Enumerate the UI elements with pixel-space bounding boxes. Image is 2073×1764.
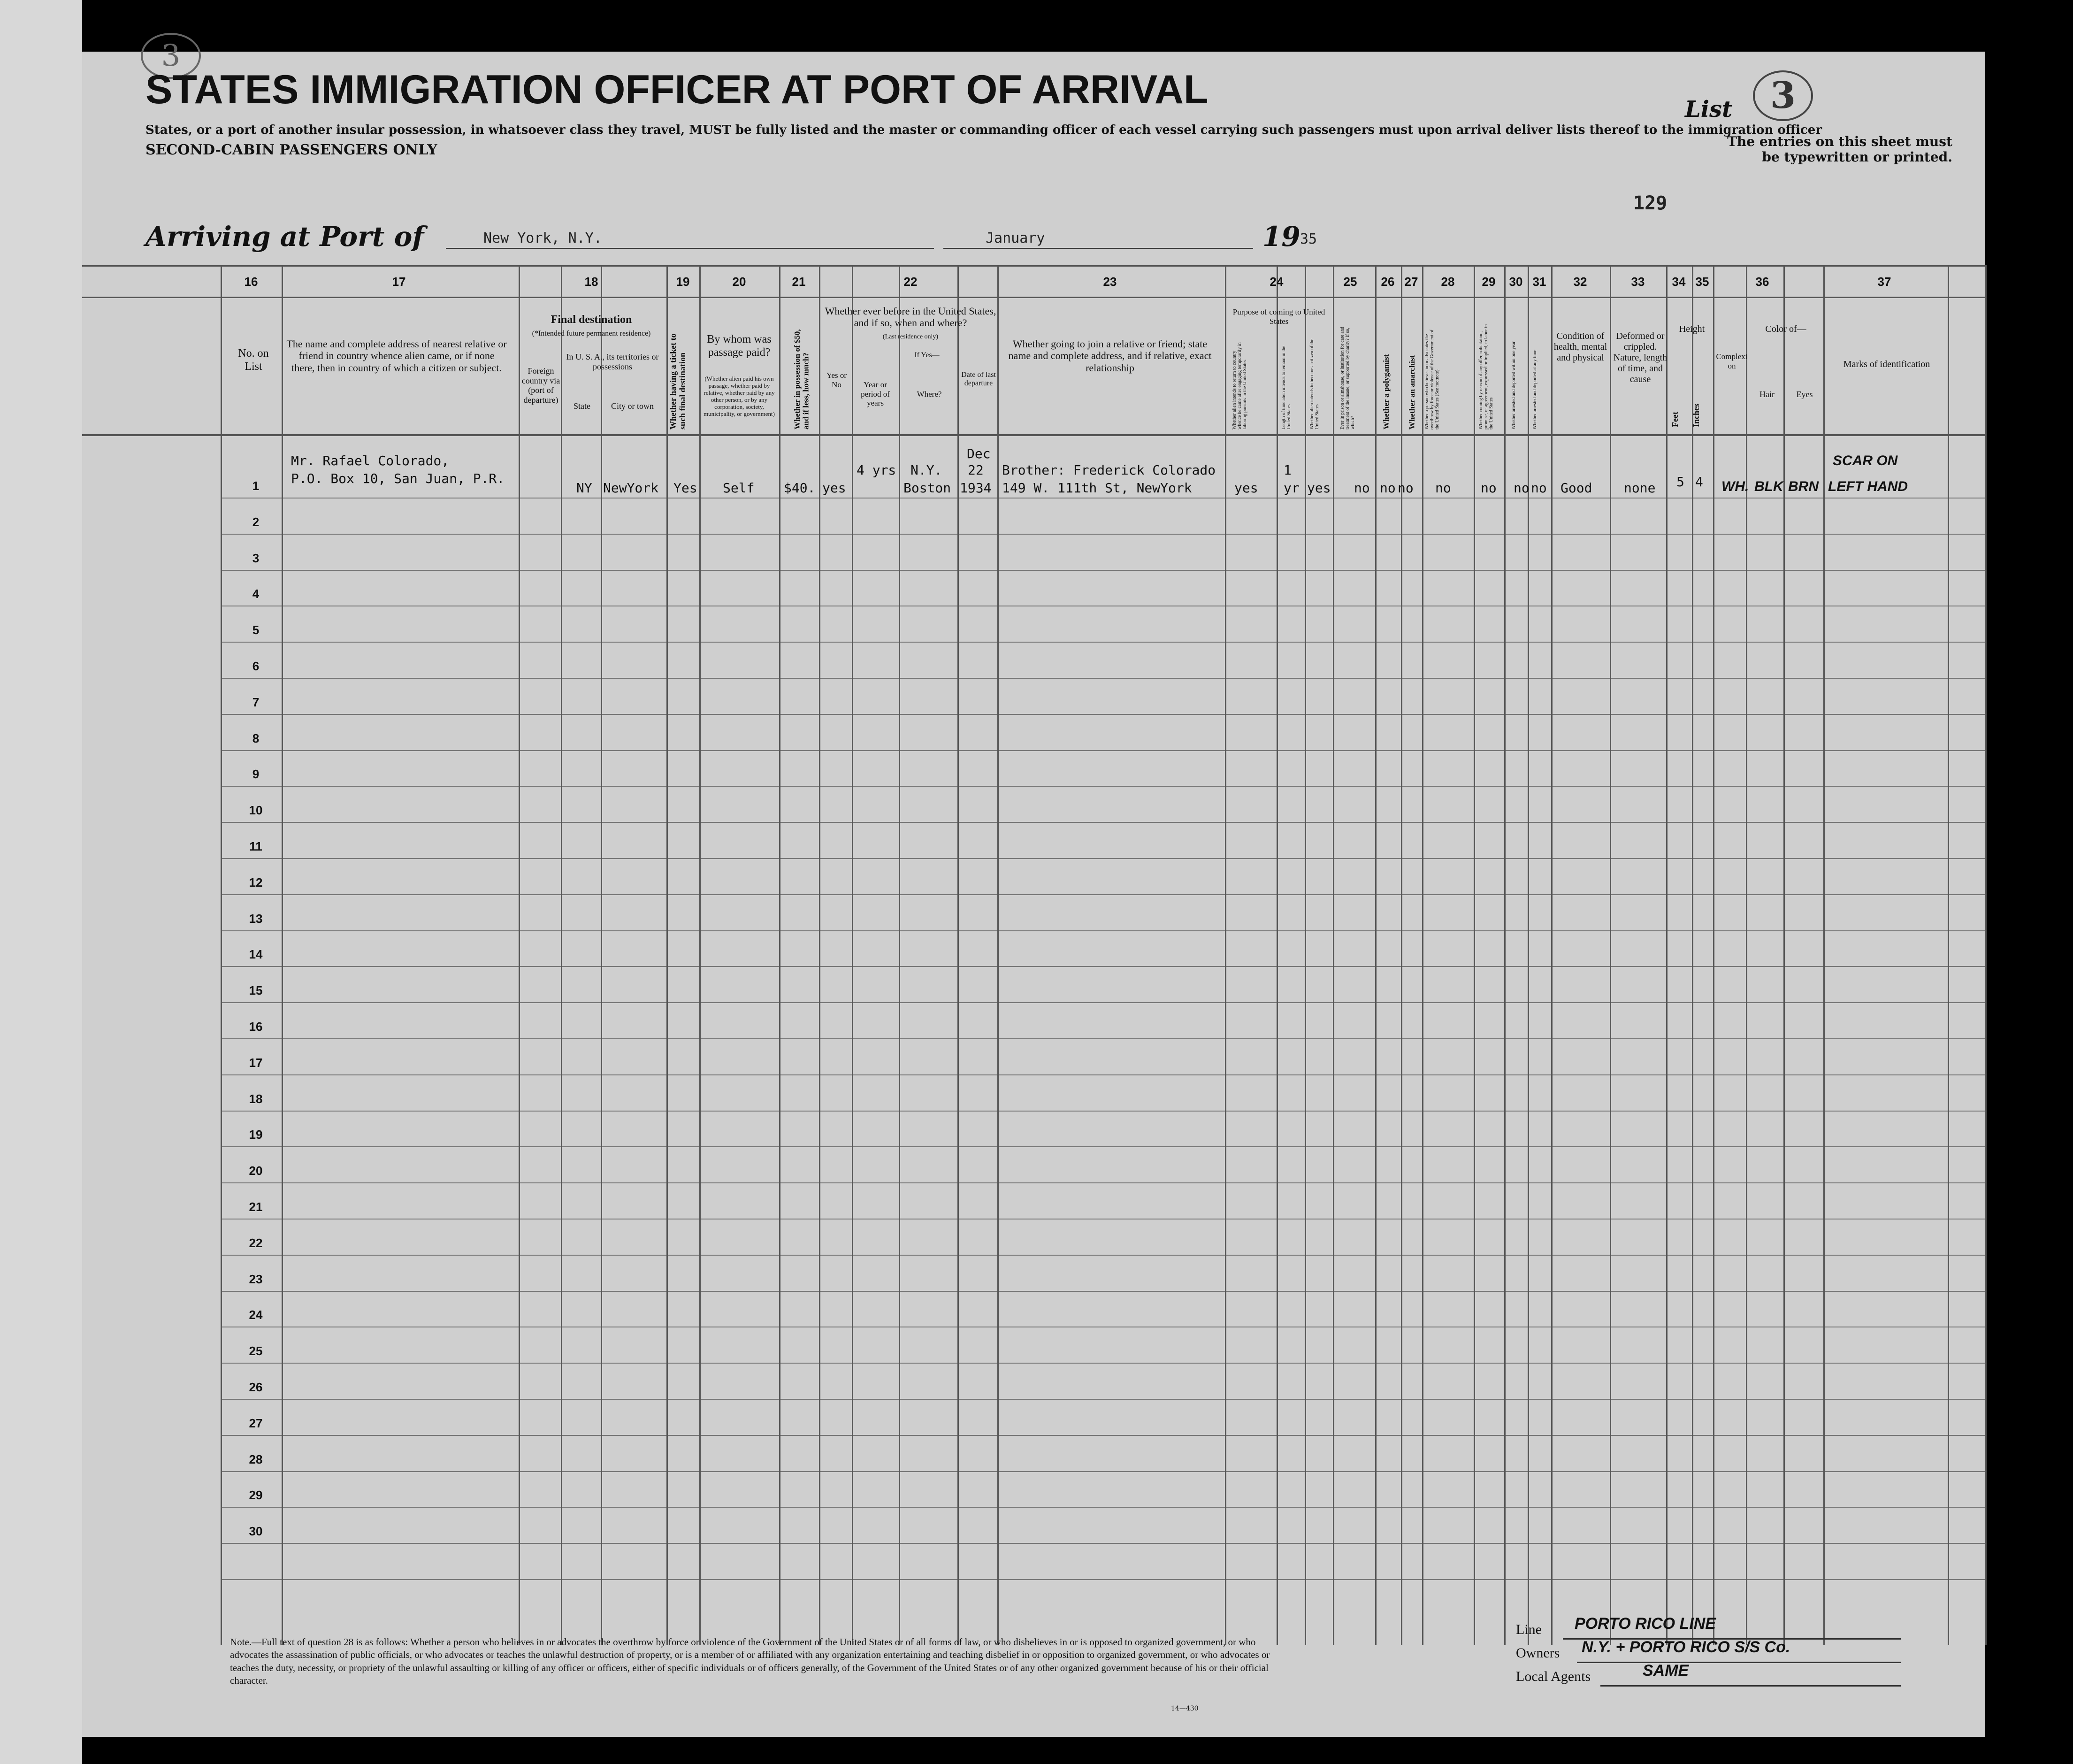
row-rule bbox=[221, 1291, 1985, 1292]
column-rule bbox=[1305, 265, 1306, 1645]
row-rule bbox=[221, 930, 1985, 931]
header-height: Height bbox=[1679, 324, 1705, 334]
owners-label: Owners bbox=[1516, 1645, 1560, 1661]
column-rule bbox=[1504, 265, 1506, 1645]
table-top-rule bbox=[82, 265, 1985, 267]
column-rule bbox=[1610, 265, 1611, 1645]
entry-purpose-b1: 1 bbox=[1284, 462, 1292, 478]
entry-ticket: Yes bbox=[673, 480, 697, 496]
row-number: 27 bbox=[249, 1416, 263, 1430]
entry-q31: no bbox=[1531, 480, 1547, 496]
header-purpose-a: Whether alien intends to return to country whence he came after engaging temporarily in laboring pursuits in the United States bbox=[1232, 342, 1247, 429]
stamp-number: 3 bbox=[141, 33, 201, 79]
row-number: 15 bbox=[249, 983, 263, 997]
port-value: New York, N.Y. bbox=[483, 230, 602, 246]
column-number: 18 bbox=[584, 275, 598, 289]
row-number: 1 bbox=[252, 479, 260, 493]
entry-q28: no bbox=[1435, 480, 1451, 496]
row-number: 28 bbox=[249, 1452, 263, 1466]
port-underline bbox=[446, 248, 934, 249]
entry-date1: Dec bbox=[967, 446, 991, 461]
header-marks: Marks of identification bbox=[1843, 359, 1930, 369]
row-number: 18 bbox=[249, 1092, 263, 1106]
row-rule bbox=[221, 894, 1985, 895]
entry-polygamist: no bbox=[1380, 480, 1396, 496]
header-money: Whether in possession of $50, and if less, how much? bbox=[793, 329, 811, 429]
row-number: 26 bbox=[249, 1380, 263, 1394]
entry-purpose-a: yes bbox=[1234, 480, 1258, 496]
arriving-label: Arriving at Port of bbox=[145, 221, 424, 253]
row-number: 8 bbox=[252, 731, 260, 745]
row-rule bbox=[221, 1435, 1985, 1436]
owners-underline bbox=[1577, 1662, 1901, 1663]
column-number: 33 bbox=[1631, 275, 1645, 289]
entry-state: NY bbox=[576, 480, 592, 496]
entry-joining1: Brother: Frederick Colorado bbox=[1002, 462, 1216, 478]
entry-date2: 22 bbox=[968, 462, 984, 478]
header-purpose-b: Length of time alien intends to remain in the United States bbox=[1281, 345, 1292, 429]
row-rule bbox=[221, 1074, 1985, 1075]
entry-where1: N.Y. bbox=[910, 462, 942, 478]
column-rule bbox=[1225, 265, 1226, 1645]
row-rule bbox=[221, 966, 1985, 967]
entry-q29: no bbox=[1481, 480, 1497, 496]
entry-purpose-b2: yr bbox=[1284, 480, 1300, 496]
column-number: 35 bbox=[1695, 275, 1709, 289]
row-rule bbox=[221, 1002, 1985, 1003]
row-number: 30 bbox=[249, 1524, 263, 1538]
row-rule bbox=[221, 1038, 1985, 1039]
row-rule bbox=[221, 1543, 1985, 1544]
owners-value: N.Y. + PORTO RICO S/S Co. bbox=[1582, 1638, 1790, 1656]
column-rule bbox=[1666, 265, 1668, 1645]
column-rule bbox=[1277, 265, 1278, 1645]
row-rule bbox=[221, 498, 1985, 499]
row-number: 4 bbox=[252, 587, 260, 601]
row-number: 13 bbox=[249, 912, 263, 926]
column-number: 20 bbox=[732, 275, 746, 289]
column-number: 23 bbox=[1103, 275, 1117, 289]
column-number: 17 bbox=[392, 275, 406, 289]
column-rule bbox=[1985, 265, 1987, 1645]
column-rule bbox=[666, 265, 668, 1645]
sheet-number: 129 bbox=[1633, 192, 1668, 214]
column-rule bbox=[852, 265, 853, 1645]
header-passage-paid-note: (Whether alien paid his own passage, whether paid by relative, whether paid by any other person, or by any corporation, society, municipality, or government) bbox=[704, 375, 775, 417]
row-rule bbox=[221, 534, 1985, 535]
colnum-rule bbox=[82, 297, 1985, 298]
month-underline bbox=[943, 248, 1253, 249]
row-number: 10 bbox=[249, 803, 263, 817]
header-polygamist: Whether a polygamist bbox=[1382, 354, 1391, 429]
entry-date3: 1934 bbox=[960, 480, 992, 496]
row-rule bbox=[221, 714, 1985, 715]
column-rule bbox=[601, 265, 602, 1645]
row-rule bbox=[221, 1363, 1985, 1364]
row-number: 12 bbox=[249, 875, 263, 890]
header-q29: Whether coming by reason of any offer, solicitation, promise, or agreement, expressed or implied, to labor in the United States bbox=[1478, 324, 1494, 429]
column-rule bbox=[899, 265, 900, 1645]
entry-deformed: none bbox=[1624, 480, 1656, 496]
entry-before-us: yes bbox=[822, 480, 846, 496]
header-class: SECOND-CABIN PASSENGERS ONLY bbox=[145, 142, 437, 158]
column-rule bbox=[1375, 265, 1377, 1645]
column-number: 29 bbox=[1482, 275, 1496, 289]
row-number: 5 bbox=[252, 623, 260, 637]
header-q31: Whether arrested and deported at any time bbox=[1532, 350, 1538, 429]
header-no-on-list: No. on List bbox=[238, 347, 269, 373]
year-prefix: 19 bbox=[1262, 221, 1300, 253]
column-rule bbox=[1333, 265, 1334, 1645]
column-number: 24 bbox=[1270, 275, 1284, 289]
row-number: 14 bbox=[249, 947, 263, 961]
header-anarchist: Whether an anarchist bbox=[1407, 355, 1416, 429]
row-rule bbox=[221, 750, 1985, 751]
row-number: 23 bbox=[249, 1272, 263, 1286]
header-before-us: Whether ever before in the United States, and if so, when and where? bbox=[825, 305, 996, 329]
column-number: 32 bbox=[1573, 275, 1587, 289]
row-number: 17 bbox=[249, 1056, 263, 1070]
header-eyes: Eyes bbox=[1796, 390, 1813, 399]
row-number: 19 bbox=[249, 1127, 263, 1142]
column-number: 34 bbox=[1672, 275, 1686, 289]
header-deformed: Deformed or crippled. Nature, length of time, and cause bbox=[1613, 331, 1668, 384]
entry-complexion: WH. bbox=[1721, 479, 1749, 494]
column-rule bbox=[1692, 265, 1693, 1645]
month-value: January bbox=[986, 230, 1045, 246]
header-yes-no: Yes or No bbox=[826, 371, 847, 389]
entry-q30: no bbox=[1514, 480, 1530, 496]
column-number: 21 bbox=[792, 275, 806, 289]
row-rule bbox=[221, 858, 1985, 859]
header-final-destination: Final destination bbox=[551, 314, 632, 326]
column-number: 19 bbox=[676, 275, 690, 289]
question-28-note: Note.—Full text of question 28 is as follows: Whether a person who believes in or advocates the overthrow by force or violence of the Government of the United States or of all forms of law, or who disbelieves in or is opposed to organized government, or who advocates the assassination of public officials, or who advocates or teaches the unlawful destruction of property, or is a member of or affiliated with any organization entertaining and teaching disbelief in or opposition to organized government, or who advocates or teaches the duty, necessity, or propriety of the unlawful assaulting or killing of any officer or officers, either of specific individuals or of officers generally, of the Government of the United States or of any other organized government because of his or their official character. bbox=[230, 1636, 1270, 1686]
header-where: Where? bbox=[917, 390, 942, 399]
header-hair: Hair bbox=[1759, 390, 1775, 399]
row-number: 11 bbox=[249, 839, 262, 853]
column-rule bbox=[1551, 265, 1553, 1645]
entry-marks1: SCAR ON bbox=[1833, 453, 1898, 468]
column-rule bbox=[779, 265, 780, 1645]
row-rule bbox=[221, 570, 1985, 571]
column-rule bbox=[957, 265, 959, 1645]
row-number: 16 bbox=[249, 1020, 263, 1034]
row-rule bbox=[221, 1111, 1985, 1112]
column-number: 26 bbox=[1381, 275, 1395, 289]
row-rule bbox=[221, 1579, 1985, 1580]
column-rule bbox=[1783, 265, 1785, 1645]
header-city: City or town bbox=[611, 401, 654, 411]
binder-margin bbox=[0, 0, 82, 1764]
line-value: PORTO RICO LINE bbox=[1575, 1615, 1716, 1633]
header-instructions: States, or a port of another insular possession, in whatsoever class they travel, MUST be fully listed and the master or commanding officer of each vessel carrying such passengers must upon arrival deliver lists thereof to the immigration officer bbox=[145, 123, 1822, 137]
entry-inches: 4 bbox=[1695, 474, 1703, 490]
entry-period: 4 yrs bbox=[857, 462, 896, 478]
column-rule bbox=[1823, 265, 1825, 1645]
column-rule bbox=[1528, 265, 1529, 1645]
header-passage-paid: By whom was passage paid? bbox=[707, 333, 772, 359]
row-number: 21 bbox=[249, 1200, 263, 1214]
page-title: STATES IMMIGRATION OFFICER AT PORT OF ARRIVAL bbox=[145, 67, 1209, 112]
header-before-us-note: (Last residence only) bbox=[882, 333, 939, 340]
entry-health: Good bbox=[1560, 480, 1592, 496]
row-number: 29 bbox=[249, 1488, 263, 1502]
agents-label: Local Agents bbox=[1516, 1669, 1591, 1684]
row-rule bbox=[221, 1182, 1985, 1183]
entry-city: NewYork bbox=[603, 480, 659, 496]
row-rule bbox=[221, 642, 1985, 643]
header-purpose-c: Whether alien intends to become a citizen of the United States bbox=[1309, 338, 1320, 429]
entry-money: $40. bbox=[784, 480, 816, 496]
column-rule bbox=[1948, 265, 1949, 1645]
agents-value: SAME bbox=[1643, 1662, 1689, 1680]
entry-relative-line1: Mr. Rafael Colorado, bbox=[291, 453, 450, 468]
header-bottom-rule bbox=[82, 434, 1985, 436]
header-prison: Ever in prison or almshouse, or institution for care and treatment of the insane, or supported by charity? If so, which? bbox=[1340, 327, 1355, 429]
row-rule bbox=[221, 1507, 1985, 1508]
column-rule bbox=[1474, 265, 1475, 1645]
entry-purpose-c: yes bbox=[1307, 480, 1331, 496]
row-number: 25 bbox=[249, 1344, 263, 1358]
header-complexion: Complexion bbox=[1716, 352, 1748, 370]
entry-hair: BLK bbox=[1754, 479, 1783, 494]
row-number: 9 bbox=[252, 767, 260, 781]
year-suffix: 35 bbox=[1300, 231, 1317, 247]
header-foreign-country: Foreign country via (port of departure) bbox=[521, 366, 560, 405]
column-number: 25 bbox=[1343, 275, 1357, 289]
header-final-destination-note: (*Intended future permanent residence) bbox=[532, 330, 651, 337]
column-rule bbox=[282, 265, 283, 1645]
column-number: 22 bbox=[903, 275, 918, 289]
column-rule bbox=[997, 265, 999, 1645]
header-relative-abroad: The name and complete address of nearest relative or friend in country whence alien came, or if none there, then in country of which a citizen or subject. bbox=[286, 338, 507, 374]
header-q28: Whether a person who believes in or advocates the overthrow by force or violence of the Government of the United States (See footnote) bbox=[1424, 330, 1440, 429]
entry-anarchist: no bbox=[1398, 480, 1414, 496]
header-period: Year or period of years bbox=[861, 380, 890, 408]
column-rule bbox=[221, 265, 222, 1645]
entry-where2: Boston bbox=[903, 480, 951, 496]
column-rule bbox=[561, 265, 562, 1645]
header-in-usa: In U. S. A., its territories or possessions bbox=[566, 352, 659, 371]
row-rule bbox=[221, 786, 1985, 787]
row-number: 22 bbox=[249, 1236, 263, 1250]
column-rule bbox=[1713, 265, 1714, 1645]
row-rule bbox=[221, 1399, 1985, 1400]
column-rule bbox=[1422, 265, 1423, 1645]
column-number: 31 bbox=[1532, 275, 1546, 289]
row-number: 20 bbox=[249, 1164, 263, 1178]
form-code: 14—430 bbox=[1171, 1705, 1199, 1712]
entry-feet: 5 bbox=[1676, 474, 1684, 490]
line-label: Line bbox=[1516, 1622, 1542, 1637]
entry-joining2: 149 W. 111th St, NewYork bbox=[1002, 480, 1192, 496]
header-if-yes: If Yes— bbox=[914, 351, 940, 359]
header-ticket: Whether having a ticket to such final destination bbox=[668, 333, 687, 429]
typewritten-notice: The entries on this sheet must be typewritten or printed. bbox=[1727, 134, 1952, 165]
column-number: 16 bbox=[244, 275, 258, 289]
entry-relative-line2: P.O. Box 10, San Juan, P.R. bbox=[291, 471, 505, 486]
row-rule bbox=[221, 1255, 1985, 1256]
column-rule bbox=[1746, 265, 1747, 1645]
header-date-departure: Date of last departure bbox=[961, 371, 996, 388]
column-number: 37 bbox=[1877, 275, 1891, 289]
row-number: 2 bbox=[252, 515, 260, 529]
column-number: 36 bbox=[1755, 275, 1769, 289]
header-joining: Whether going to join a relative or friend; state name and complete address, and if relative, exact relationship bbox=[1008, 338, 1212, 374]
header-state: State bbox=[574, 401, 590, 411]
header-purpose: Purpose of coming to United States bbox=[1232, 307, 1325, 326]
column-number: 28 bbox=[1441, 275, 1455, 289]
entry-eyes: BRN bbox=[1788, 479, 1819, 494]
header-q30: Whether arrested and deported within one year bbox=[1511, 341, 1516, 429]
header-feet: Feet bbox=[1670, 412, 1680, 427]
agents-underline bbox=[1600, 1685, 1901, 1687]
row-rule bbox=[221, 1471, 1985, 1472]
column-rule bbox=[699, 265, 701, 1645]
column-number: 30 bbox=[1509, 275, 1523, 289]
row-number: 6 bbox=[252, 659, 260, 673]
column-rule bbox=[1401, 265, 1402, 1645]
list-number: 3 bbox=[1753, 70, 1813, 121]
entry-prison: no bbox=[1354, 480, 1370, 496]
column-rule bbox=[819, 265, 820, 1645]
entry-paid-by: Self bbox=[723, 480, 755, 496]
row-number: 7 bbox=[252, 695, 260, 709]
list-label: List bbox=[1685, 96, 1733, 123]
entry-marks2: LEFT HAND bbox=[1828, 479, 1908, 494]
column-number: 27 bbox=[1404, 275, 1418, 289]
row-rule bbox=[221, 678, 1985, 679]
header-health: Condition of health, mental and physical bbox=[1553, 331, 1607, 363]
row-number: 3 bbox=[252, 551, 260, 565]
row-rule bbox=[221, 822, 1985, 823]
header-inches: Inches bbox=[1691, 403, 1701, 427]
row-number: 24 bbox=[249, 1308, 263, 1322]
header-color-of: Color of— bbox=[1765, 324, 1806, 334]
row-rule bbox=[221, 1146, 1985, 1147]
column-rule bbox=[519, 265, 520, 1645]
